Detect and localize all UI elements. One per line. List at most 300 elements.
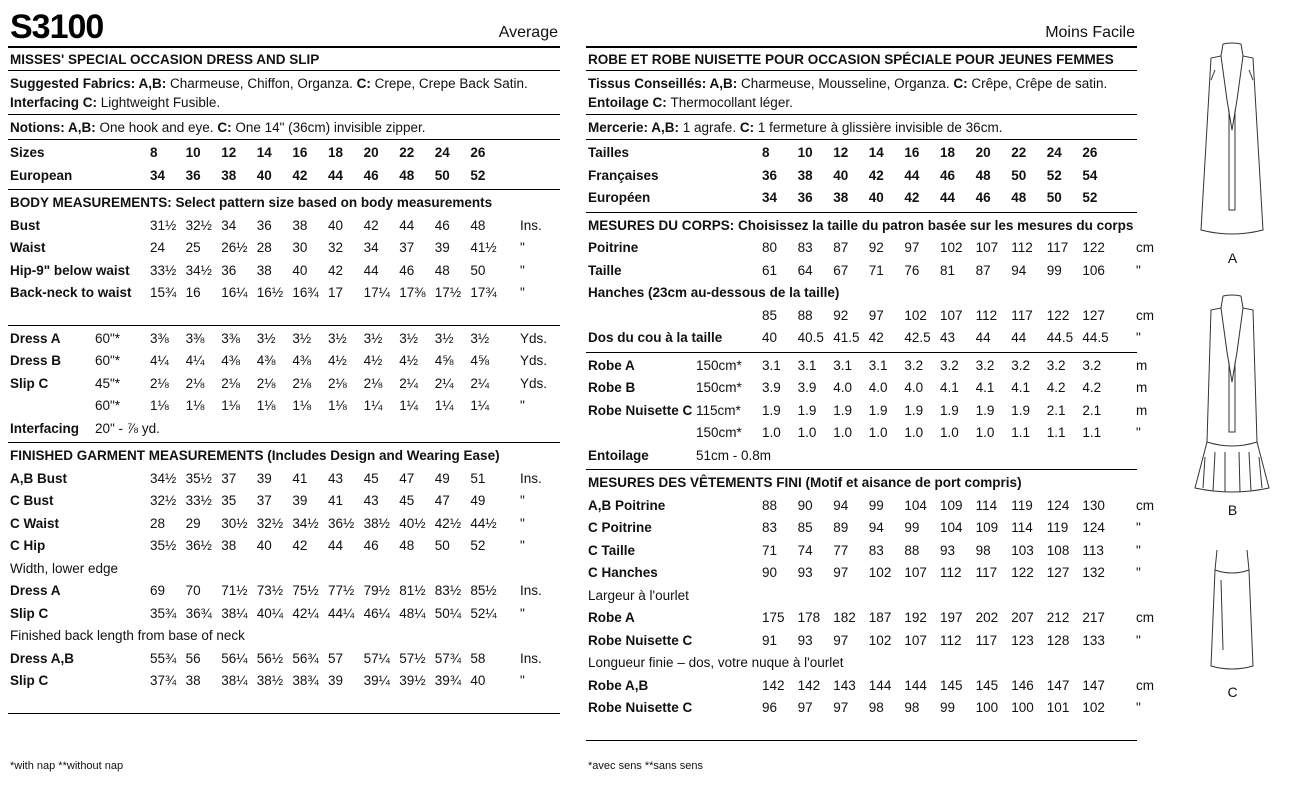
table-row [8,513,560,536]
size-value: 2¼ [399,375,418,391]
unit-label: " [520,673,525,688]
row-label: Robe B [588,380,636,395]
size-value: 81 [940,262,956,278]
size-value: 98 [975,542,991,558]
unit-label: Yds. [520,353,548,368]
size-value: 17⅜ [399,285,426,300]
size-value: 35 [221,493,237,508]
size-value: 16¾ [292,285,319,300]
size-value: 52 [1046,167,1062,183]
size-value: 48 [399,167,415,183]
header-fr [586,0,1137,46]
size-value: 124 [1046,497,1070,513]
size-value: 4⅜ [221,353,240,368]
row-label: Robe A [588,357,635,373]
size-value: 39¼ [363,673,390,688]
row-label: Width, lower edge [10,560,119,576]
size-value: 175 [762,610,785,625]
size-value: 88 [762,497,778,513]
size-value: 73½ [256,583,284,598]
size-value: 47 [434,493,450,508]
row-label: Tailles [588,145,630,160]
size-value: 18 [940,145,956,160]
size-value: 39 [328,673,344,688]
fabric-width: 60"* [95,330,121,346]
table-row [586,517,1141,540]
table-row [8,418,560,441]
size-value: 58 [470,650,486,666]
size-value: 40.5 [797,330,824,345]
size-value: 97 [904,240,920,255]
size-value: 100 [1011,700,1034,715]
size-value: 99 [904,520,920,535]
table-row [586,675,1154,698]
size-value: 56 [185,650,201,666]
row-label: Poitrine [588,240,639,255]
row-label: Robe Nuisette C [588,402,693,418]
table-row [586,142,1137,165]
size-value: 2⅛ [363,375,383,391]
unit-label: " [520,285,525,300]
text-line [588,93,1135,112]
table-row [8,490,560,513]
table-row [586,282,1137,305]
size-value: 80 [762,240,778,255]
size-value: 71½ [221,583,248,598]
body-measurements-heading-fr: MESURES DU CORPS: Choisissez la taille du patron basée sur les mesures du corps [588,217,1134,233]
size-value: 4¼ [185,353,205,368]
size-value: 36½ [328,515,355,531]
size-value: 2⅛ [221,375,240,391]
body-measurements-table [8,190,560,326]
size-value: 32½ [256,515,284,531]
size-value: 1.9 [762,402,781,418]
row-label: Back-neck to waist [10,285,132,300]
size-value: 44 [363,262,379,278]
size-value: 102 [940,240,963,255]
size-value: 56½ [256,650,284,666]
unit-label: " [520,515,525,531]
row-label: Slip C [10,375,49,391]
size-value: 4⅝ [470,353,490,368]
text: Charmeuse, Mousseline, Organza. [741,76,954,91]
yardage-table-fr [586,352,1148,471]
size-value: 38 [221,167,237,183]
size-value: 45 [363,470,379,486]
size-value: 1.9 [868,402,888,418]
view-b-illustration [1185,292,1280,497]
text: One hook and eye. [99,120,218,135]
notions-section-fr [586,115,1137,140]
size-value: 104 [904,497,927,513]
row-label: C Hanches [588,565,658,580]
text-line [588,74,1135,93]
size-value: 123 [1011,632,1034,648]
size-value: 2⅛ [150,375,169,391]
table-row [586,697,1141,720]
size-value: 32½ [150,493,177,508]
unit-label: " [520,398,525,413]
size-value: 102 [904,307,927,323]
table-row [8,328,560,351]
unit-label: cm [1136,497,1154,513]
size-value: 17¼ [363,285,390,300]
size-value: 4.0 [833,380,852,395]
size-value: 40 [868,190,884,205]
size-value: 57½ [399,650,426,666]
size-value: 83 [797,240,813,255]
size-value: 48 [399,538,415,553]
table-row [586,540,1141,563]
size-value: 4.2 [1082,380,1102,395]
size-value: 114 [1011,520,1033,535]
table-row [8,603,560,626]
size-value: 107 [975,240,999,255]
table-row [8,468,560,491]
size-value: 70 [185,583,201,598]
size-value: 97 [868,307,884,323]
finished-measurements-heading: FINISHED GARMENT MEASUREMENTS (Includes Design and Wearing Ease) [10,448,500,463]
size-value: 57¾ [434,650,462,666]
size-value: 20 [363,145,379,160]
size-value: 31½ [150,217,177,233]
size-value: 217 [1082,610,1105,625]
text-line [588,118,1135,137]
size-value: 1.0 [904,425,924,440]
size-value: 42 [868,167,884,183]
size-value: 122 [1046,307,1070,323]
row-label: Robe Nuisette C [588,700,693,715]
pattern-title: MISSES' SPECIAL OCCASION DRESS AND SLIP [8,46,560,71]
size-value: 99 [1046,262,1062,278]
size-value: 40 [256,167,272,183]
size-value: 202 [975,610,999,625]
size-value: 3.9 [797,380,817,395]
size-value: 109 [975,520,999,535]
size-value: 44 [399,217,415,233]
size-value: 30 [292,240,308,255]
size-value: 2⅛ [292,375,312,391]
table-row [8,395,560,418]
size-value: 24 [434,145,450,160]
row-label: A,B Poitrine [588,497,666,513]
row-label: C Hip [10,538,46,553]
size-value: 34½ [292,515,319,531]
size-value: 48 [975,167,991,183]
finished-measurements-heading-fr: MESURES DES VÊTEMENTS FINI (Motif et aisance de port compris) [588,475,1022,490]
unit-label: cm [1136,610,1154,625]
row-label: Dress A [10,330,61,346]
size-value: 44 [1011,330,1027,345]
size-value: 46 [434,217,450,233]
size-value: 41 [328,493,344,508]
size-value: 41.5 [833,330,860,345]
size-value: 1¼ [470,398,490,413]
size-value: 122 [1082,240,1105,255]
text: Lightweight Fusible. [100,95,221,110]
size-value: 4½ [328,353,347,368]
size-value: 132 [1082,565,1105,580]
row-label: Françaises [588,167,659,183]
size-value: 1.0 [797,425,817,440]
size-value: 40 [762,330,778,345]
size-value: 97 [833,632,849,648]
size-value: 91 [762,632,778,648]
size-value: 48¼ [399,605,426,621]
size-value: 52 [1082,190,1098,205]
size-value: 2⅛ [256,375,276,391]
table-row [8,625,560,648]
unit-label: " [520,538,525,553]
unit-label: cm [1136,677,1154,693]
size-value: 3½ [256,330,276,346]
size-value: 50 [434,538,450,553]
size-value: 89 [833,520,849,535]
size-value: 2.1 [1082,402,1102,418]
size-value: 50 [470,262,486,278]
size-value: 94 [1011,262,1027,278]
size-value: 81½ [399,583,426,598]
size-value: 38½ [256,673,284,688]
footnote-fr: *avec sens **sans sens [588,760,703,772]
size-value: 4½ [363,353,383,368]
size-value: 30½ [221,515,248,531]
table-row [586,400,1148,423]
bold-label: C: [953,76,972,91]
size-value: 187 [868,610,892,625]
size-value: 119 [1011,497,1033,513]
size-value: 48 [470,217,486,233]
size-value: 83 [868,542,884,558]
table-row [586,495,1154,518]
size-value: 40 [470,673,486,688]
fabric-width: 45"* [95,375,121,391]
fabric-width: 150cm* [696,357,742,373]
table-row [586,422,1141,445]
size-value: 147 [1046,677,1070,693]
size-value: 142 [762,677,785,693]
table-row [8,373,560,396]
size-value: 2⅛ [328,375,347,391]
size-value: 38 [221,538,237,553]
size-value: 117 [1011,307,1033,323]
view-b-label: B [1227,502,1238,518]
size-value: 64 [797,262,813,278]
size-value: 44.5 [1082,330,1109,345]
size-value: 50 [434,167,450,183]
sizes-table-fr [586,140,1137,213]
size-value: 4.1 [1011,380,1030,395]
unit-label: " [1136,565,1141,580]
size-value: 12 [221,145,237,160]
size-value: 4½ [399,353,418,368]
size-value: 26 [1082,145,1098,160]
unit-label: " [520,240,525,255]
size-value: 112 [940,565,962,580]
size-value: 42 [868,330,884,345]
table-row [586,187,1137,210]
fabric-width: 115cm* [696,402,741,418]
unit-label: m [1136,380,1148,395]
text: 1 fermeture à glissière invisible de 36cm. [757,120,1003,135]
size-value: 38 [185,673,201,688]
size-value: 97 [797,700,813,715]
size-value: 1⅛ [150,398,169,413]
size-value: 147 [1082,677,1105,693]
table-row [586,607,1154,630]
size-value: 34 [762,190,778,205]
size-value: 107 [940,307,963,323]
size-value: 127 [1046,565,1070,580]
table-row [8,237,560,260]
table-row [586,165,1137,188]
view-c-label: C [1227,684,1238,700]
size-value: 97 [833,700,849,715]
size-value: 35½ [150,538,177,553]
row-label: Taille [588,262,622,278]
size-value: 1⅛ [185,398,205,413]
size-value: 43 [328,470,344,486]
size-value: 69 [150,583,166,598]
bold-label: Interfacing C: [10,95,101,110]
bold-label: Mercerie: A,B: [588,120,683,135]
size-value: 28 [256,240,272,255]
row-label: Interfacing [10,420,80,436]
size-value: 36 [256,217,272,233]
size-value: 44 [328,167,344,183]
size-value: 39 [292,493,308,508]
size-value: 107 [904,565,927,580]
size-value: 34½ [185,262,212,278]
view-a-illustration [1185,40,1280,245]
size-value: 93 [797,632,813,648]
size-value: 4⅜ [256,353,276,368]
slip-c-icon [1185,540,1280,680]
size-value: 57 [328,650,344,666]
fabrics-section [8,71,560,115]
size-value: 50 [1011,167,1027,183]
row-label: European [10,167,73,183]
size-value: 8 [150,145,158,160]
size-value: 144 [904,677,927,693]
size-value: 18 [328,145,344,160]
size-value: 75½ [292,583,319,598]
size-value: 2.1 [1046,402,1066,418]
size-value: 38 [833,190,849,205]
row-label: A,B Bust [10,470,67,486]
size-value: 61 [762,262,778,278]
size-value: 38¼ [221,673,248,688]
size-value: 40 [256,538,272,553]
row-label: Dress B [10,353,62,368]
size-value: 40 [833,167,849,183]
size-value: 40¼ [256,605,284,621]
table-row [8,350,560,373]
size-value: 42 [328,262,344,278]
size-value: 52 [470,538,486,553]
size-value: 12 [833,145,849,160]
size-value: 10 [797,145,813,160]
header [8,0,560,46]
size-value: 52 [470,167,486,183]
row-label: Bust [10,217,40,233]
unit-label: " [1136,542,1141,558]
size-value: 99 [868,497,884,513]
size-value: 212 [1046,610,1070,625]
unit-label: " [1136,330,1141,345]
size-value: 71 [868,262,884,278]
dress-b-icon [1185,292,1280,497]
size-value: 36 [797,190,813,205]
size-value: 46 [363,167,379,183]
text: Thermocollant léger. [670,95,793,110]
size-value: 38¾ [292,673,319,688]
size-value: 3.2 [1011,357,1030,373]
size-value: 39 [434,240,450,255]
size-value: 112 [1011,240,1033,255]
size-value: 93 [940,542,956,558]
size-value: 32½ [185,217,212,233]
size-value: 1⅛ [328,398,347,413]
sizes-table [8,140,560,190]
size-value: 44¼ [328,605,355,621]
fabric-width: 150cm* [696,380,742,395]
size-value: 24 [150,240,166,255]
size-value: 88 [904,542,920,558]
size-value: 77 [833,542,849,558]
row-label: Entoilage [588,447,649,463]
bold-label: Tissus Conseillés: A,B: [588,76,742,91]
bold-label: Notions: A,B: [10,120,100,135]
english-column [8,0,560,714]
row-label: C Bust [10,493,54,508]
size-value: 76 [904,262,920,278]
size-value: 117 [1046,240,1069,255]
size-value: 1¼ [363,398,383,413]
size-value: 1.0 [868,425,888,440]
size-value: 85½ [470,583,497,598]
table-row [586,562,1141,585]
size-value: 36 [762,167,778,183]
size-value: 90 [762,565,778,580]
unit-label: Ins. [520,650,542,666]
text: Crepe, Crepe Back Satin. [374,76,528,91]
size-value: 40 [292,262,308,278]
size-value: 127 [1082,307,1105,323]
size-value: 1¼ [434,398,454,413]
dress-a-icon [1185,40,1280,245]
size-value: 114 [975,497,998,513]
size-value: 102 [868,632,892,648]
size-value: 3.1 [833,357,852,373]
size-value: 37 [399,240,415,255]
text-line [10,118,558,137]
bold-label: Suggested Fabrics: A,B: [10,76,171,91]
size-value: 119 [1046,520,1069,535]
size-value: 144 [868,677,892,693]
table-row [8,165,560,188]
size-value: 38¼ [221,605,248,621]
unit-label: Yds. [520,375,548,391]
bold-label: C: [739,120,758,135]
size-value: 1.9 [833,402,852,418]
size-value: 25 [185,240,201,255]
size-value: 44½ [470,515,497,531]
size-value: 4⅜ [292,353,312,368]
size-value: 33½ [150,262,177,278]
size-value: 77½ [328,583,355,598]
size-value: 45 [399,493,415,508]
